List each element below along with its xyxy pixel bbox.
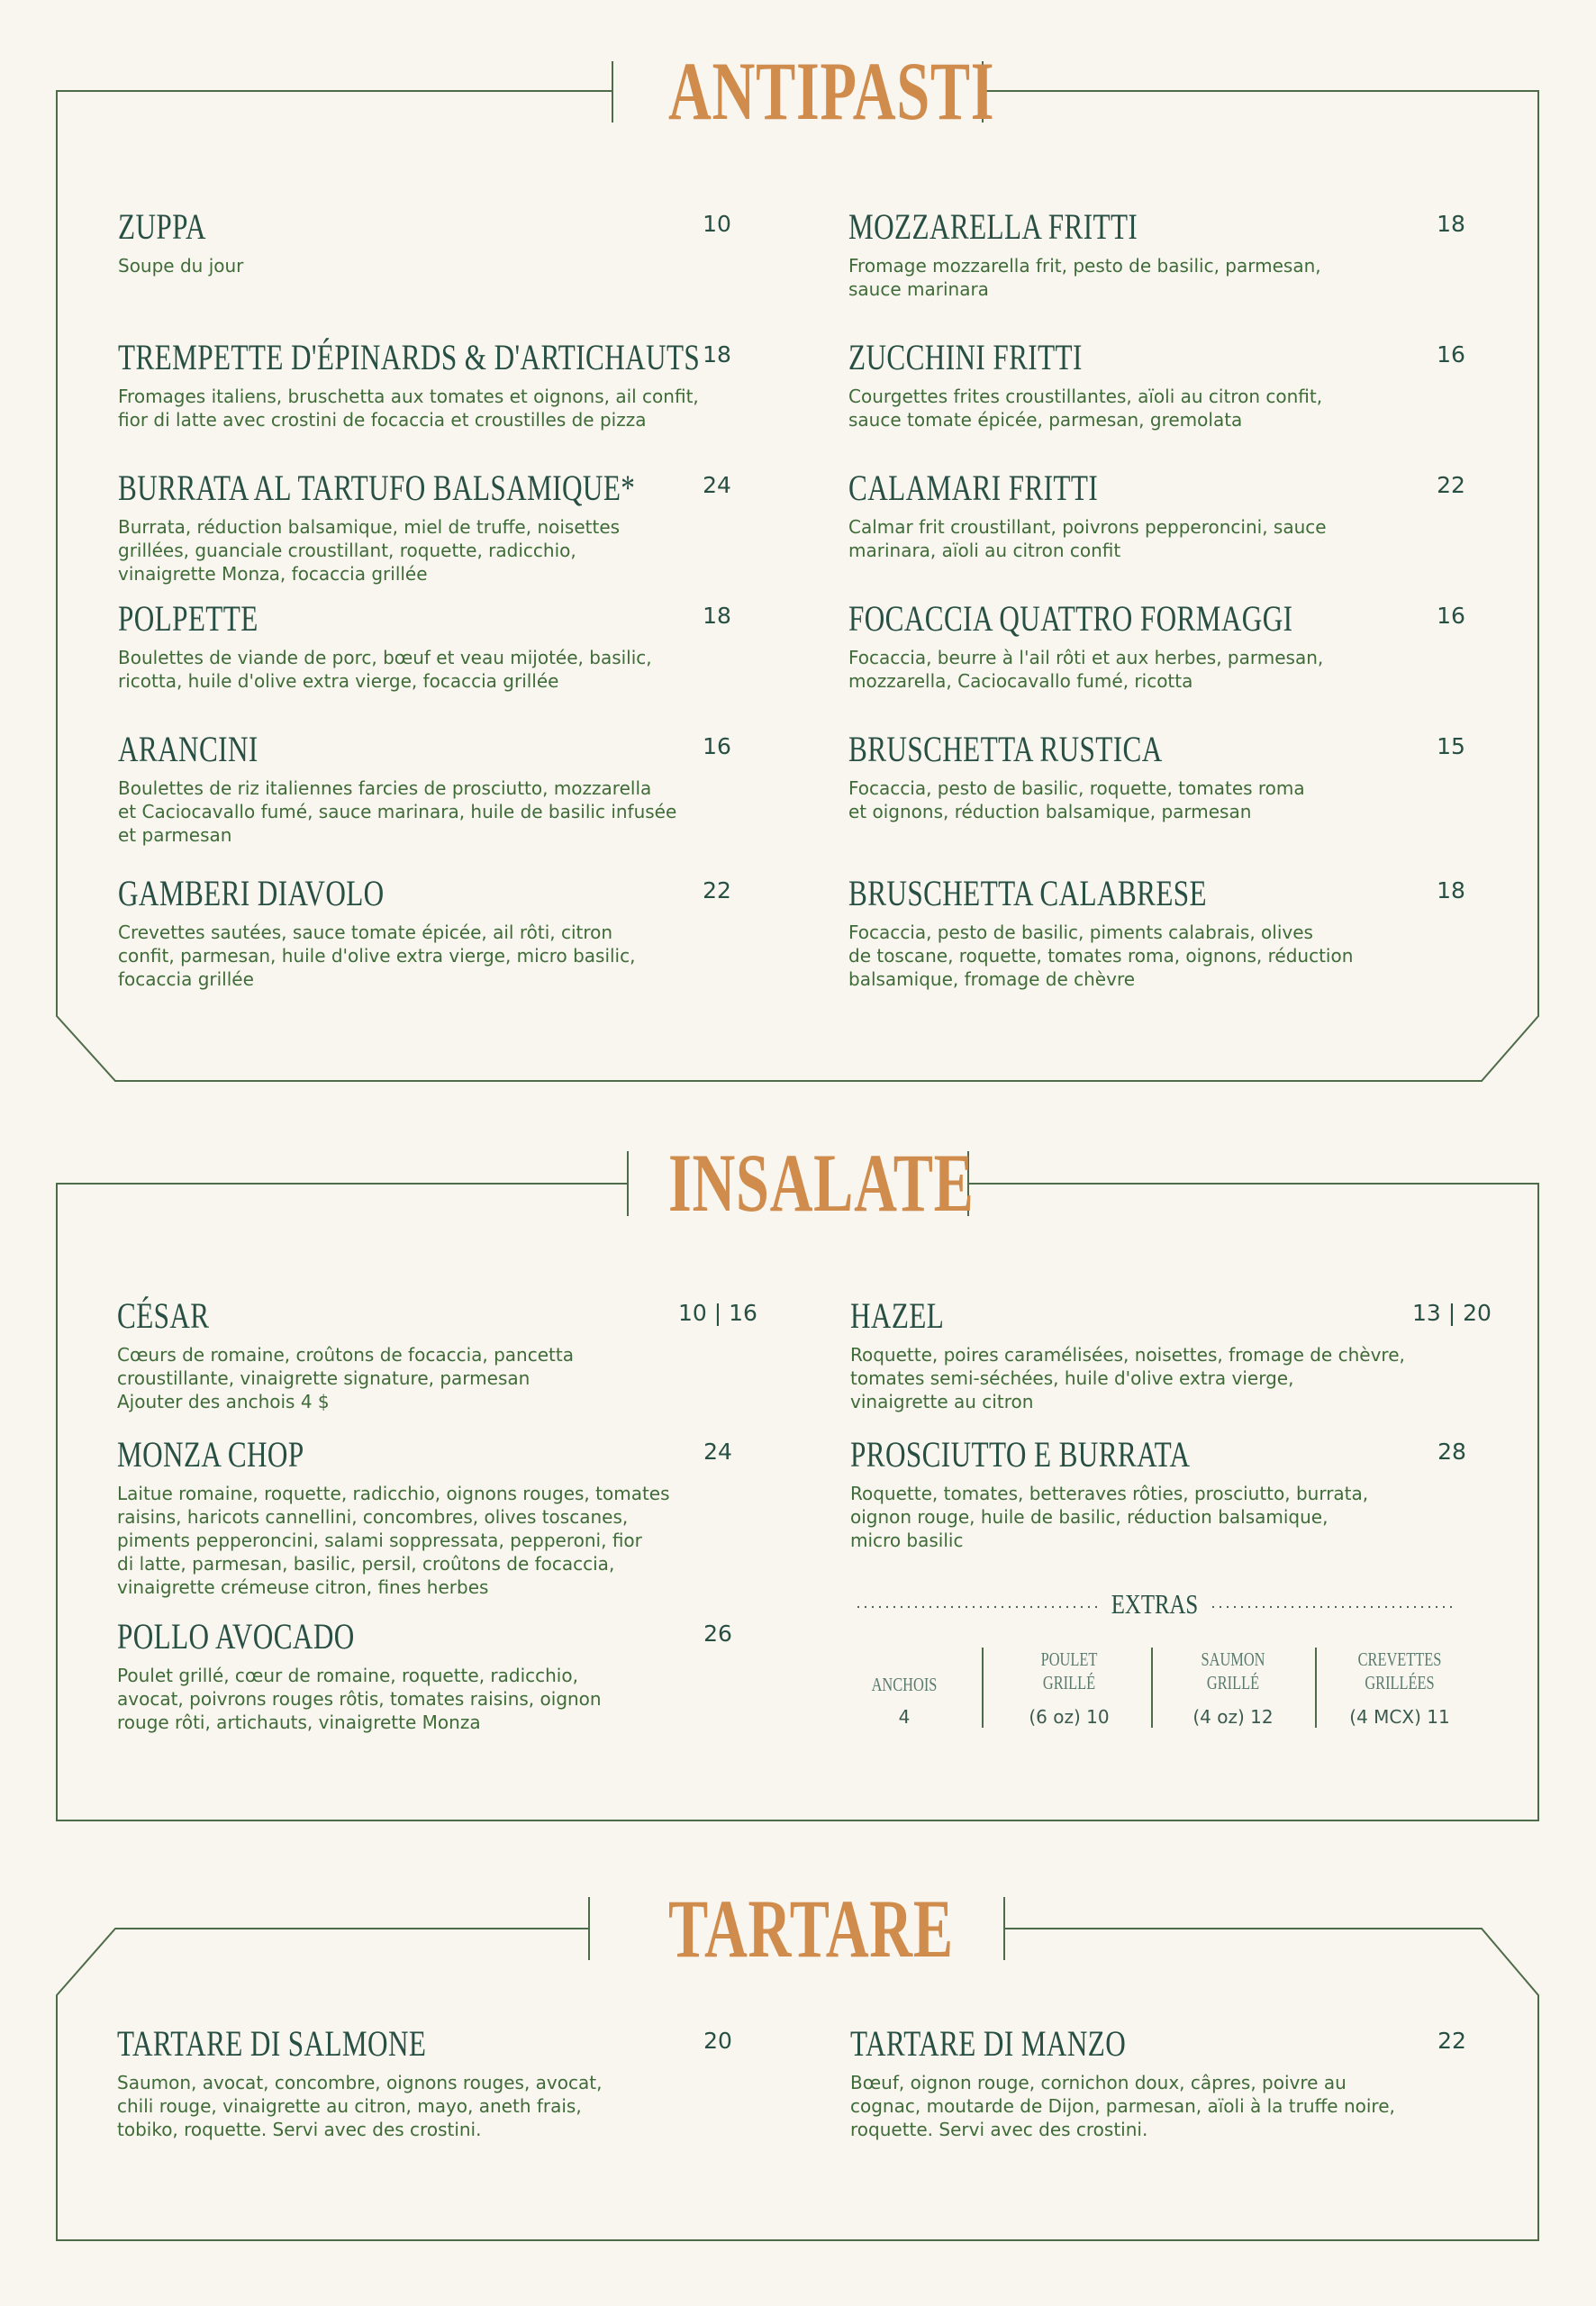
item-name: PROSCIUTTO E BURRATA — [850, 1434, 1191, 1475]
item-price: 18 — [1437, 877, 1465, 903]
item-description: Focaccia, pesto de basilic, piments calabrais, olives de toscane, roquette, tomates roma, oignons, réduction balsamique, fromage de chèvre — [848, 921, 1354, 990]
item-name: TARTARE DI MANZO — [850, 2023, 1127, 2064]
item-name: TREMPETTE D'ÉPINARDS & D'ARTICHAUTS — [118, 337, 701, 377]
item-description: Roquette, tomates, betteraves rôties, prosciutto, burrata, oignon rouge, huile de basilic, réduction balsamique, micro basilic — [850, 1483, 1369, 1551]
item-name: ZUCCHINI FRITTI — [848, 337, 1083, 377]
item-name: BRUSCHETTA RUSTICA — [848, 729, 1163, 769]
item-description: Saumon, avocat, concombre, oignons rouges, avocat, chili rouge, vinaigrette au citron, mayo, aneth frais, tobiko, roquette. Servi avec des crostini. — [117, 2072, 603, 2140]
item-description: Fromage mozzarella frit, pesto de basilic, parmesan, sauce marinara — [848, 255, 1321, 300]
item-description: Boulettes de viande de porc, bœuf et veau mijotée, basilic, ricotta, huile d'olive extra vierge, focaccia grillée — [118, 647, 652, 692]
item-price: 26 — [703, 1621, 732, 1647]
item-description: Burrata, réduction balsamique, miel de truffe, noisettes grillées, guanciale croustillant, roquette, radicchio, vinaigrette Monza, focaccia grillée — [118, 516, 621, 585]
item-description: Crevettes sautées, sauce tomate épicée, ail rôti, citron confit, parmesan, huile d'olive extra vierge, micro basilic, focaccia grillée — [118, 921, 636, 990]
extra-crevettes-value: (4 MCX) 11 — [1349, 1706, 1450, 1728]
item-description: Soupe du jour — [118, 255, 244, 277]
antipasti-title: ANTIPASTI — [668, 45, 995, 137]
item-price: 28 — [1437, 1439, 1466, 1465]
item-name: HAZEL — [850, 1295, 945, 1336]
item-description: Roquette, poires caramélisées, noisettes, fromage de chèvre, tomates semi-séchées, huile d'olive extra vierge, vinaigrette au citron — [850, 1344, 1405, 1412]
extra-poulet-label: POULET GRILLÉ — [1040, 1648, 1098, 1693]
item-name: CÉSAR — [117, 1295, 210, 1336]
item-name: BRUSCHETTA CALABRESE — [848, 873, 1207, 913]
extra-anchois-value: 4 — [898, 1706, 911, 1728]
extras-title: EXTRAS — [1111, 1588, 1199, 1620]
extra-crevettes-label: CREVETTES GRILLÉES — [1357, 1648, 1442, 1693]
item-price: 16 — [1437, 603, 1465, 629]
item-price: 16 — [703, 733, 731, 759]
item-price: 15 — [1437, 733, 1465, 759]
item-price: 20 — [703, 2028, 732, 2054]
item-price: 16 — [1437, 341, 1465, 368]
item-name: ARANCINI — [118, 729, 258, 769]
item-description: Boulettes de riz italiennes farcies de prosciutto, mozzarella et Caciocavallo fumé, sauce marinara, huile de basilic infusée et parmesan — [118, 777, 677, 846]
item-price: 22 — [1437, 2028, 1466, 2054]
item-description: Cœurs de romaine, croûtons de focaccia, pancetta croustillante, vinaigrette signature, parmesan Ajouter des anchois 4 $ — [117, 1344, 574, 1412]
item-description: Laitue romaine, roquette, radicchio, oignons rouges, tomates raisins, haricots cannellini, concombres, olives toscanes, piments pepperoncini, salami soppressata, pepperoni, fior di latte, parmesan, basilic, persil, croûtons de focaccia, vinaigrette crémeuse citron, fines herbes — [117, 1483, 670, 1598]
item-description: Bœuf, oignon rouge, cornichon doux, câpres, poivre au cognac, moutarde de Dijon, parmesan, aïoli à la truffe noire, roquette. Servi avec des crostini. — [850, 2072, 1395, 2140]
item-description: Calmar frit croustillant, poivrons pepperoncini, sauce marinara, aïoli au citron confit — [848, 516, 1327, 561]
item-description: Focaccia, pesto de basilic, roquette, tomates roma et oignons, réduction balsamique, parmesan — [848, 777, 1305, 822]
item-name: TARTARE DI SALMONE — [117, 2023, 427, 2064]
item-price: 18 — [703, 341, 731, 368]
item-price: 24 — [703, 472, 731, 498]
item-price: 22 — [1437, 472, 1465, 498]
item-price: 18 — [703, 603, 731, 629]
item-name: FOCACCIA QUATTRO FORMAGGI — [848, 598, 1293, 639]
extra-saumon-value: (4 oz) 12 — [1192, 1706, 1274, 1728]
item-price: 10 — [703, 211, 731, 237]
item-name: POLPETTE — [118, 598, 258, 639]
item-price: 13 | 20 — [1412, 1300, 1492, 1326]
item-price: 22 — [703, 877, 731, 903]
item-price: 24 — [703, 1439, 732, 1465]
extra-poulet-value: (6 oz) 10 — [1029, 1706, 1110, 1728]
item-name: POLLO AVOCADO — [117, 1616, 355, 1657]
item-description: Poulet grillé, cœur de romaine, roquette, radicchio, avocat, poivrons rouges rôtis, tomates raisins, oignon rouge rôti, artichauts, vinaigrette Monza — [117, 1665, 602, 1733]
extra-saumon-label: SAUMON GRILLÉ — [1201, 1648, 1265, 1693]
item-price: 18 — [1437, 211, 1465, 237]
extra-anchois-label: ANCHOIS — [871, 1674, 938, 1695]
item-name: GAMBERI DIAVOLO — [118, 873, 385, 913]
item-description: Fromages italiens, bruschetta aux tomates et oignons, ail confit, fior di latte avec crostini de focaccia et croustilles de pizza — [118, 386, 699, 431]
item-price: 10 | 16 — [678, 1300, 757, 1326]
item-name: MOZZARELLA FRITTI — [848, 206, 1138, 247]
insalate-title: INSALATE — [668, 1137, 975, 1229]
item-description: Courgettes frites croustillantes, aïoli au citron confit, sauce tomate épicée, parmesan, gremolata — [848, 386, 1323, 431]
item-name: MONZA CHOP — [117, 1434, 304, 1475]
tartare-title: TARTARE — [668, 1883, 954, 1975]
item-description: Focaccia, beurre à l'ail rôti et aux herbes, parmesan, mozzarella, Caciocavallo fumé, ricotta — [848, 647, 1324, 692]
item-name: ZUPPA — [118, 206, 206, 247]
item-name: CALAMARI FRITTI — [848, 468, 1099, 508]
item-name: BURRATA AL TARTUFO BALSAMIQUE* — [118, 468, 636, 508]
